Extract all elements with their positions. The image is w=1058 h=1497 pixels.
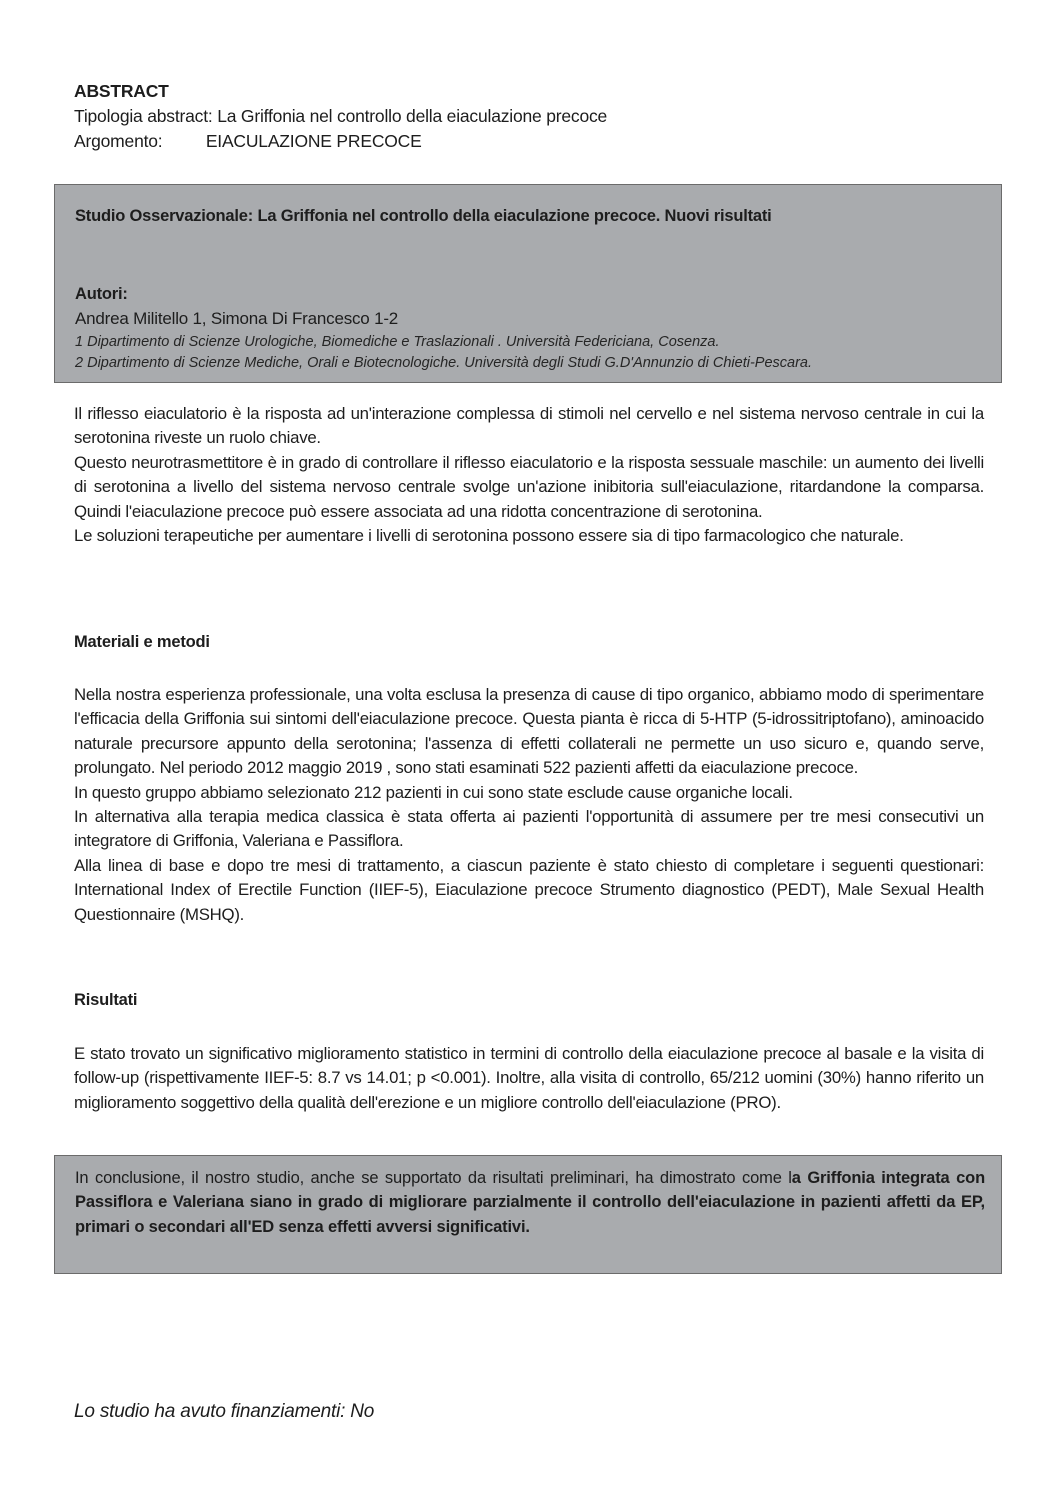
affiliation-2: 2 Dipartimento di Scienze Mediche, Orali e Biotecnologiche. Università degli Studi G.D'Annunzio di Chieti-Pescara. xyxy=(75,355,812,371)
affiliation-1: 1 Dipartimento di Scienze Urologiche, Biomediche e Traslazionali . Università Federiciana, Cosenza. xyxy=(75,334,720,350)
authors-names: Andrea Militello 1, Simona Di Francesco 1-2 xyxy=(75,309,399,328)
methods-paragraph-3: In alternativa alla terapia medica classica è stata offerta ai pazienti l'opportunità di assumere per tre mesi consecutivi un integratore di Griffonia, Valeriana e Passiflora. xyxy=(74,807,984,851)
methods-heading: Materiali e metodi xyxy=(74,633,210,651)
topic-label: Argomento: xyxy=(74,131,163,151)
results-paragraph: E stato trovato un significativo miglioramento statistico in termini di controllo della eiaculazione precoce al basale e la visita di follow-up (rispettivamente IIEF-5: 8.7 vs 14.01; p <0.001). Inoltre, alla visita di controllo, 65/212 uomini (30%) hanno riferito un miglioramento soggettivo della qualità dell'erezione e un migliore controllo dell'eiaculazione (PRO). xyxy=(74,1044,984,1112)
topic-value: EIACULAZIONE PRECOCE xyxy=(205,131,422,151)
abstract-type-line: Tipologia abstract: La Griffonia nel controllo della eiaculazione precoce xyxy=(74,106,608,126)
conclusion-lead: In conclusione, il nostro studio, anche se supportato da risultati preliminari, ha dimostrato come l xyxy=(75,1169,792,1187)
conclusion-box xyxy=(54,1155,1002,1274)
intro-paragraph-3: Le soluzioni terapeutiche per aumentare i livelli di serotonina possono essere sia di tipo farmacologico che naturale. xyxy=(74,526,904,546)
intro-paragraph-2: Questo neurotrasmettitore è in grado di controllare il riflesso eiaculatorio e la risposta sessuale maschile: un aumento dei livelli di serotonina a livello del sistema nervoso centrale svolge un'azione inibitoria sull'eiaculazione, ritardandone la comparsa. Quindi l'eiaculazione precoce può essere associata ad una ridotta concentrazione di serotonina. xyxy=(74,452,984,521)
results-heading: Risultati xyxy=(74,991,138,1009)
intro-section xyxy=(74,402,984,548)
methods-paragraph-1: Nella nostra esperienza professionale, una volta esclusa la presenza di cause di tipo organico, abbiamo modo di sperimentare l'efficacia della Griffonia sui sintomi dell'eiaculazione precoce. Questa pianta è ricca di 5-HTP (5-idrossitriptofano), aminoacido naturale precursore appunto della serotonina; l'assenza di effetti collaterali ne permette un uso sicuro e, quando serve, prolungato. Nel periodo 2012 maggio 2019 , sono stati esaminati 522 pazienti affetti da eiaculazione precoce. xyxy=(74,685,984,778)
abstract-label: ABSTRACT xyxy=(74,81,169,101)
study-title: Studio Osservazionale: La Griffonia nel controllo della eiaculazione precoce. Nuovi risultati xyxy=(75,207,772,225)
methods-paragraph-4: Alla linea di base e dopo tre mesi di trattamento, a ciascun paziente è stato chiesto di completare i seguenti questionari: International Index of Erectile Function (IIEF-5), Eiaculazione precoce Strumento diagnostico (PEDT), Male Sexual Health Questionnaire (MSHQ). xyxy=(74,855,984,924)
conclusion-text xyxy=(75,1166,985,1239)
funding-statement: Lo studio ha avuto finanziamenti: No xyxy=(74,1401,375,1422)
methods-paragraph-2: In questo gruppo abbiamo selezionato 212 pazienti in cui sono state esclude cause organiche locali. xyxy=(74,782,793,802)
methods-section xyxy=(74,683,984,927)
topic-line xyxy=(74,129,422,153)
intro-paragraph-1: Il riflesso eiaculatorio è la risposta ad un'interazione complessa di stimoli nel cervello e nel sistema nervoso centrale in cui la serotonina riveste un ruolo chiave. xyxy=(74,404,984,448)
results-section xyxy=(74,1042,984,1115)
conclusion-emphasis: a Griffonia integrata con Passiflora e Valeriana siano in grado di migliorare parzialmente il controllo dell'eiaculazione in pazienti affetti da EP, primari o secondari all'ED senza effetti avversi significativi. xyxy=(75,1169,985,1236)
authors-label: Autori: xyxy=(75,285,128,303)
study-info-box xyxy=(54,184,1002,383)
